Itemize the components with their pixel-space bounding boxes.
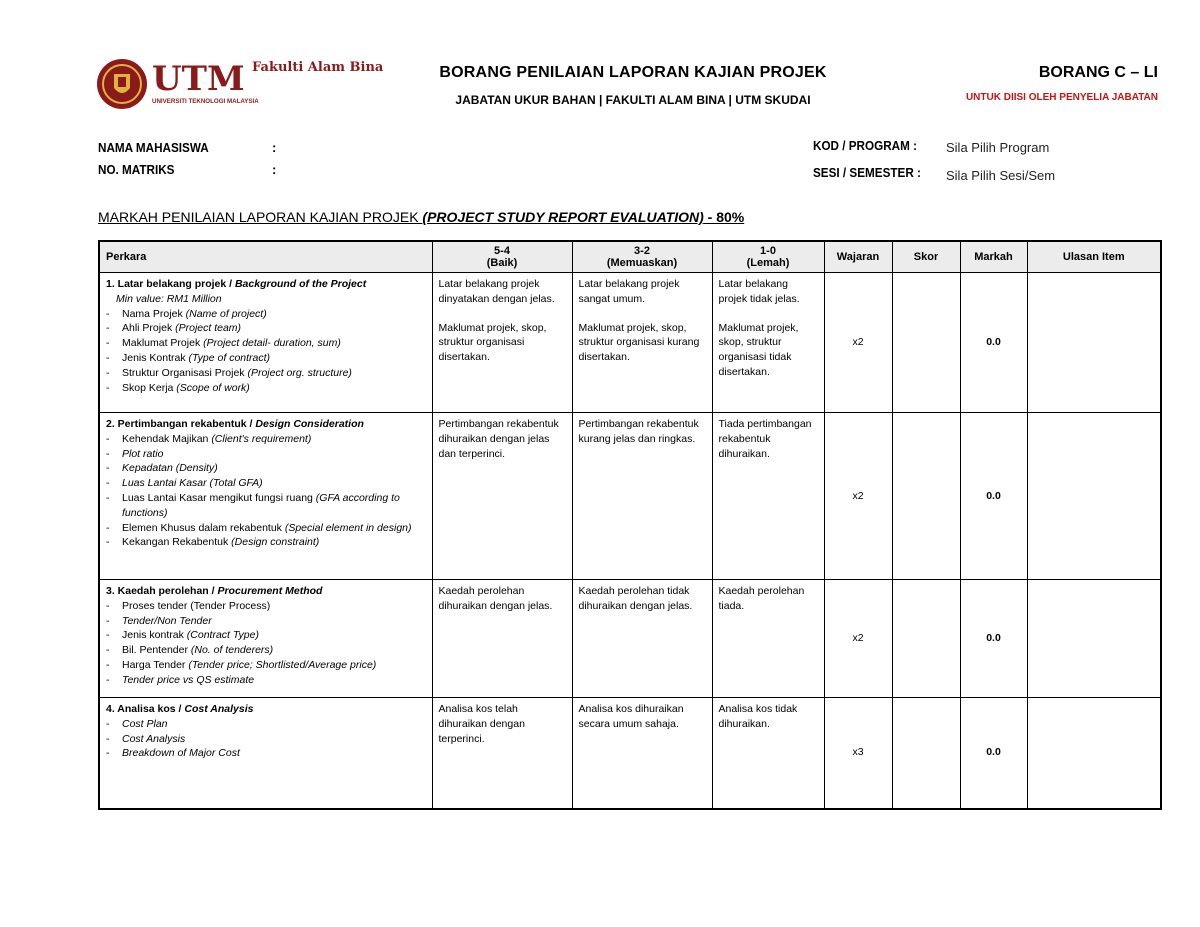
table-row: [99, 273, 1161, 413]
perkara-cell: [99, 698, 432, 809]
list-item: - Skop Kerja (Scope of work): [106, 381, 250, 394]
list-item: - Breakdown of Major Cost: [106, 747, 240, 760]
perkara-cell: [99, 273, 432, 413]
ulasan-input[interactable]: [1027, 698, 1161, 809]
ulasan-input[interactable]: [1027, 413, 1161, 580]
logo-wordmark: UTM: [152, 59, 245, 99]
skor-input[interactable]: [892, 273, 960, 413]
form-title: BORANG PENILAIAN LAPORAN KAJIAN PROJEK: [439, 64, 827, 81]
baik-description: Analisa kos telah dihuraikan dengan terperinci.: [432, 698, 572, 809]
lemah-description: Kaedah perolehan tiada.: [712, 580, 824, 698]
skor-input[interactable]: [892, 580, 960, 698]
memuaskan-description: Latar belakang projek sangat umum. Maklumat projek, skop, struktur organisasi kurang disertakan.: [572, 273, 712, 413]
baik-description: Kaedah perolehan dihuraikan dengan jelas.: [432, 580, 572, 698]
skor-input[interactable]: [892, 698, 960, 809]
ulasan-input[interactable]: [1027, 273, 1161, 413]
evaluation-table: [98, 240, 1162, 810]
kod-program-label: KOD / PROGRAM :: [813, 138, 918, 153]
utm-logo: [96, 54, 259, 114]
list-item: - Kepadatan (Density): [106, 462, 218, 475]
header-lemah-label: (Lemah): [746, 257, 790, 269]
table-row: [99, 698, 1161, 809]
list-item: - Cost Plan: [106, 717, 168, 730]
wajaran-cell: x2: [824, 580, 892, 698]
section-title: [98, 209, 744, 225]
item-title-en: Procurement Method: [217, 585, 323, 597]
matriks-colon: :: [272, 162, 277, 177]
list-item: - Elemen Khusus dalam rekabentuk (Special element in design): [106, 521, 412, 534]
header-memuaskan-score: 3-2: [634, 245, 650, 257]
item-title-ms: 1. Latar belakang projek /: [106, 278, 235, 290]
header-lemah: [712, 241, 824, 273]
min-value: Min value: RM1 Million: [116, 292, 222, 305]
lemah-description: Latar belakang projek tidak jelas. Maklumat projek, skop, struktur organisasi tidak disertakan.: [712, 273, 824, 413]
list-item: - Tender price vs QS estimate: [106, 673, 255, 686]
table-row: [99, 580, 1161, 698]
item-title-en: Cost Analysis: [184, 703, 254, 715]
header-markah: Markah: [960, 241, 1027, 273]
sesi-semester-label: SESI / SEMESTER :: [813, 165, 921, 180]
header-baik: [432, 241, 572, 273]
list-item: - Kekangan Rekabentuk (Design constraint): [106, 536, 320, 549]
list-item: - Maklumat Projek (Project detail- duration, sum): [106, 337, 341, 350]
baik-description: Pertimbangan rekabentuk dihuraikan dengan jelas dan terperinci.: [432, 413, 572, 580]
memuaskan-description: Analisa kos dihuraikan secara umum sahaja.: [572, 698, 712, 809]
item-title-ms: 4. Analisa kos /: [106, 703, 185, 715]
memuaskan-description: Kaedah perolehan tidak dihuraikan dengan jelas.: [572, 580, 712, 698]
memuaskan-description: Pertimbangan rekabentuk kurang jelas dan ringkas.: [572, 413, 712, 580]
header-skor: Skor: [892, 241, 960, 273]
faculty-name: Fakulti Alam Bina: [252, 60, 384, 75]
list-item: - Bil. Pentender (No. of tenderers): [106, 644, 274, 657]
skor-input[interactable]: [892, 413, 960, 580]
markah-cell: 0.0: [960, 698, 1027, 809]
list-item: - Struktur Organisasi Projek (Project org. structure): [106, 366, 352, 379]
perkara-cell: [99, 413, 432, 580]
list-item: - Plot ratio: [106, 447, 164, 460]
form-code: BORANG C – LI: [1038, 64, 1158, 81]
list-item: - Nama Projek (Name of project): [106, 307, 267, 320]
section-title-main: MARKAH PENILAIAN LAPORAN KAJIAN PROJEK: [98, 209, 423, 225]
list-item: - Cost Analysis: [106, 732, 186, 745]
header-lemah-score: 1-0: [760, 245, 776, 257]
header-wajaran: Wajaran: [824, 241, 892, 273]
no-matriks-label: NO. MATRIKS: [98, 162, 175, 177]
table-row: [99, 413, 1161, 580]
section-title-en: (PROJECT STUDY REPORT EVALUATION): [422, 209, 704, 225]
list-item: - Jenis Kontrak (Type of contract): [106, 351, 271, 364]
wajaran-cell: x3: [824, 698, 892, 809]
form-subtitle: JABATAN UKUR BAHAN | FAKULTI ALAM BINA | UTM SKUDAI: [455, 93, 811, 107]
ulasan-input[interactable]: [1027, 580, 1161, 698]
item-title-en: Design Consideration: [255, 418, 364, 430]
list-item: - Tender/Non Tender: [106, 614, 212, 627]
list-item: - Jenis kontrak (Contract Type): [106, 629, 259, 642]
list-item: - Luas Lantai Kasar (Total GFA): [106, 477, 263, 490]
perkara-cell: [99, 580, 432, 698]
utm-crest-icon: [96, 54, 259, 114]
markah-cell: 0.0: [960, 413, 1027, 580]
logo-subtext: UNIVERSITI TEKNOLOGI MALAYSIA: [152, 98, 259, 105]
sesi-semester-select[interactable]: Sila Pilih Sesi/Sem: [946, 168, 1056, 183]
header-baik-label: (Baik): [486, 257, 518, 269]
lemah-description: Analisa kos tidak dihuraikan.: [712, 698, 824, 809]
nama-mahasiswa-label: NAMA MAHASISWA: [98, 140, 209, 155]
wajaran-cell: x2: [824, 273, 892, 413]
item-title-ms: 3. Kaedah perolehan /: [106, 585, 218, 597]
table-header-row: [99, 241, 1161, 273]
form-note: UNTUK DIISI OLEH PENYELIA JABATAN: [965, 92, 1158, 103]
list-item: - Kehendak Majikan (Client's requirement): [106, 432, 312, 445]
list-item: - Ahli Projek (Project team): [106, 322, 242, 335]
markah-cell: 0.0: [960, 273, 1027, 413]
baik-description: Latar belakang projek dinyatakan dengan jelas. Maklumat projek, skop, struktur organisasi disertakan.: [432, 273, 572, 413]
header-memuaskan: [572, 241, 712, 273]
item-title-ms: 2. Pertimbangan rekabentuk /: [106, 418, 256, 430]
lemah-description: Tiada pertimbangan rekabentuk dihuraikan.: [712, 413, 824, 580]
item-title-en: Background of the Project: [234, 278, 367, 290]
wajaran-cell: x2: [824, 413, 892, 580]
header-memuaskan-label: (Memuaskan): [606, 257, 678, 269]
nama-mahasiswa-field[interactable]: [284, 138, 764, 156]
list-item: - Luas Lantai Kasar mengikut fungsi ruang (GFA according to functions): [106, 491, 400, 519]
markah-cell: 0.0: [960, 580, 1027, 698]
nama-colon: :: [272, 140, 277, 155]
section-title-pct: - 80%: [703, 209, 745, 225]
list-item: - Proses tender (Tender Process): [106, 599, 271, 612]
header-perkara: Perkara: [99, 241, 432, 273]
no-matriks-field[interactable]: [284, 160, 764, 178]
header-baik-score: 5-4: [494, 245, 510, 257]
header-ulasan: Ulasan Item: [1027, 241, 1161, 273]
kod-program-select[interactable]: Sila Pilih Program: [946, 140, 1050, 155]
list-item: - Harga Tender (Tender price; Shortlisted/Average price): [106, 658, 377, 671]
